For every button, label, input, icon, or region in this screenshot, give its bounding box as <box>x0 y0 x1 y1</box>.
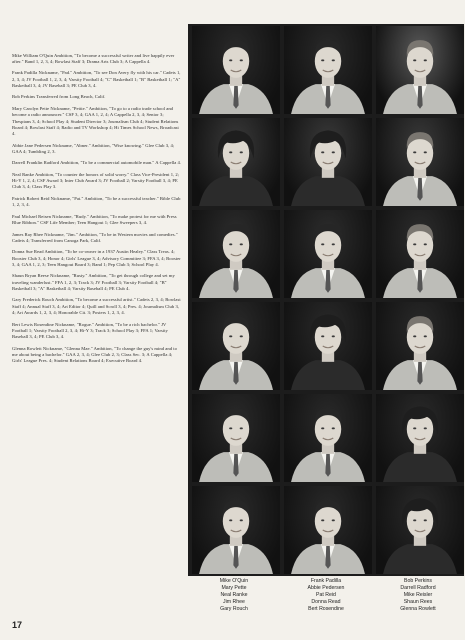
caption-name: Darrell Radford <box>400 585 436 591</box>
caption-name: Pat Reid <box>316 592 336 598</box>
student-portrait <box>192 302 280 390</box>
portrait-silhouette <box>284 210 372 298</box>
portrait-tie <box>325 546 330 569</box>
portrait-eye <box>240 335 243 337</box>
portrait-eye <box>413 427 416 429</box>
portrait-eye <box>332 427 335 429</box>
portrait-eye <box>332 151 335 153</box>
bio-entry: Frank Padilla Nickname, "Pad." Ambition, "To see Don Avery fly with his car." Cadets 1, 2, 3, 4; JV Football 1, 2, 3, 4; Varsity Football 4; "C" Basketball 1; "B" Basketball 1; "A" Basketball 3, 4; JV Baseball 3; PE Club 3, 4. <box>12 70 181 88</box>
caption-name: Mike O'Quin <box>219 578 249 584</box>
portrait-tie <box>417 178 422 201</box>
caption-name: Jim Rhee <box>223 599 245 605</box>
student-portrait <box>284 210 372 298</box>
bio-entry: Darrell Franklin Radford Ambition, "To be a commercial automobile man." A Cappella 4. <box>12 160 182 166</box>
student-portrait <box>192 486 280 574</box>
caption-column-3 <box>372 578 464 613</box>
caption-name: Shaun Rees <box>403 599 433 605</box>
portrait-silhouette <box>284 486 372 574</box>
portrait-eye <box>229 427 232 429</box>
student-portrait <box>376 26 464 114</box>
portrait-silhouette <box>376 118 464 206</box>
portrait-eye <box>321 243 324 245</box>
student-portrait <box>192 118 280 206</box>
portrait-eye <box>321 59 324 61</box>
bio-entry: Bob Perkins Transferred from Long Beach, Calif. <box>12 94 106 100</box>
caption-name: Gary Rouch <box>220 606 248 612</box>
portrait-silhouette <box>284 26 372 114</box>
portrait-silhouette <box>376 26 464 114</box>
portrait-silhouette <box>192 394 280 482</box>
portrait-eye <box>413 59 416 61</box>
portrait-body <box>199 176 273 206</box>
portrait-grid <box>188 24 464 576</box>
portrait-silhouette <box>192 210 280 298</box>
portrait-eye <box>332 243 335 245</box>
caption-name: Mary Pette <box>221 585 247 591</box>
bio-entry: Neal Ranke Ambition, "To counter the honors of solid worry." Class Vice-President 1, 2; Hi-Y 1, 2, 4; CSF Award 3; Inter Club Award 3; JV Football 2; Varsity Football 3, 4; PE Club 3, 4; Class Play 3. <box>12 171 180 190</box>
portrait-silhouette <box>192 26 280 114</box>
bio-entry: Donna Sue Read Ambition, "To be co-owner in a 1937 Austin Healey." Class Treas. 4; Booster Club 3, 4; Honor 4; Girls' League 3, 4; Advisory Committee 3; FFA 3, 4; Booster 3, 4; GAA 1, 2, 3; Teen Hangout Board 3; Band 1; Pep Club 3; School Play 4. <box>12 249 181 267</box>
student-portrait <box>376 486 464 574</box>
student-portrait <box>284 394 372 482</box>
caption-name: Frank Padilla <box>310 578 342 584</box>
portrait-silhouette <box>284 118 372 206</box>
portrait-eye <box>240 243 243 245</box>
student-portrait <box>192 26 280 114</box>
portrait-eye <box>229 519 232 521</box>
caption-name: Neal Ranke <box>220 592 248 598</box>
bio-entry: Paul Michael Reisen Nickname, "Rudy." Ambition, "To make protest for me with Press Blue Ribbon." CSF Life Member; Teen Hangout 1; Glee Sweepers 3, 4. <box>12 213 177 226</box>
portrait-tie <box>233 270 238 293</box>
student-portrait <box>376 302 464 390</box>
portrait-silhouette <box>376 302 464 390</box>
student-portrait <box>284 26 372 114</box>
portrait-tie <box>233 454 238 477</box>
student-portrait <box>376 210 464 298</box>
portrait-eye <box>332 335 335 337</box>
portrait-body <box>383 452 457 482</box>
caption-name: Mike Reisler <box>403 592 433 598</box>
portrait-body <box>291 360 365 390</box>
caption-name: Donna Read <box>311 599 341 605</box>
portrait-eye <box>413 243 416 245</box>
portrait-tie <box>417 86 422 109</box>
portrait-silhouette <box>284 302 372 390</box>
portrait-eye <box>321 427 324 429</box>
portrait-eye <box>229 243 232 245</box>
portrait-eye <box>332 59 335 61</box>
bio-entry: Gary Frederick Rouch Ambition, "To become a successful artist." Cadets 2, 3, 4; Bowlast Staff 4; Annual Staff 3, 4; Art Editor 4; Quill and Scroll 3, 4; Pres. 4; Journalism Club 3, 4; Art Awards 1, 2, 3, 4; Honorable Cit. 3; Posters 1, 2, 3, 4. <box>12 297 181 316</box>
caption-name: Bert Rosendine <box>308 606 344 612</box>
bio-entry: James Ray Rhee Nickname, "Jim." Ambition, "To be in Western movies and comedies." Cadets 4; Transferred from Canoga Park, Calif. <box>12 231 178 243</box>
portrait-eye <box>321 335 324 337</box>
bio-entry: Abbie Jane Pedersen Nickname, "Abner." Ambition, "Wise knowing." Glee Club 3, 4; GAA 4; Tumbling 2, 3. <box>12 142 175 154</box>
portrait-eye <box>424 151 427 153</box>
portrait-body <box>383 544 457 574</box>
portrait-eye <box>332 519 335 521</box>
portrait-eye <box>424 59 427 61</box>
portrait-eye <box>413 519 416 521</box>
portrait-silhouette <box>192 118 280 206</box>
portrait-eye <box>240 519 243 521</box>
portrait-eye <box>240 427 243 429</box>
portrait-silhouette <box>376 210 464 298</box>
portrait-eye <box>229 151 232 153</box>
portrait-eye <box>240 151 243 153</box>
portrait-eye <box>229 59 232 61</box>
student-portrait <box>376 118 464 206</box>
student-portrait <box>192 394 280 482</box>
portrait-silhouette <box>192 486 280 574</box>
portrait-tie <box>233 546 238 569</box>
caption-name: Abbie Pedersen <box>307 585 345 591</box>
caption-column-2 <box>280 578 372 613</box>
portrait-eye <box>240 59 243 61</box>
portrait-eye <box>413 335 416 337</box>
portrait-eye <box>424 519 427 521</box>
portrait-silhouette <box>376 394 464 482</box>
caption-name: Bob Perkins <box>404 578 432 584</box>
student-portrait <box>284 118 372 206</box>
student-portrait <box>284 486 372 574</box>
bio-entry: Shaun Bryan Reese Nickname, "Rusty." Ambition, "To get through college and set my traveling wanderlust." FFA 1, 2, 3; Track 3; JV Football 3; Varsity Football 4; "B" Basketball 3; "A" Basketball 4; Varsity Baseball 4; PE Club 4. <box>12 273 175 291</box>
portrait-silhouette <box>376 486 464 574</box>
portrait-eye <box>321 151 324 153</box>
portrait-tie <box>325 270 330 293</box>
portrait-eye <box>424 335 427 337</box>
student-portrait <box>284 302 372 390</box>
portrait-silhouette <box>284 394 372 482</box>
bio-column <box>12 48 182 370</box>
bio-entry: Glenna Rowlett Nickname, "Glenna Mae." Ambition, "To change the guy's mind and to me about being a bachelor." GAA 2, 3, 4; Glee Club 2, 3; Class Sec. 3; A Cappella 4; Girls' League Pres. 4; Student Relations Board 4; Executive Board 4. <box>12 345 177 364</box>
portrait-tie <box>417 270 422 293</box>
bio-entry: Mike William O'Quin Ambition, "To become a successful writer and live happily ever after." Band 1, 2, 3, 4; Bowlast Staff 3; Drama Arts Club 3; A Cappella 4. <box>12 52 175 64</box>
page-number: 17 <box>12 620 23 630</box>
bio-entry: Patrick Robert Reid Nickname, "Pat." Ambition, "To be a successful teacher." Bible Club 1, 2, 3, 4. <box>12 195 181 208</box>
portrait-silhouette <box>192 302 280 390</box>
caption-column-1 <box>188 578 280 613</box>
portrait-eye <box>424 243 427 245</box>
portrait-eye <box>424 427 427 429</box>
bio-entry: Mary Carolyn Pette Nickname, "Pettie." Ambition, "To go to a radio trade school and become a radio announcer." CSF 3, 4; GAA 1, 2, 4; A Cappella 2, 3, 4; Senior 3; Thespians 3, 4; School Play 4; Student Director 3; Journalism Club 4; Student Relations Board 4; Bowlast Staff 4; Radio and TV Workshop 4; Hi Times School News, Broadcast 4. <box>12 105 179 137</box>
student-portrait <box>376 394 464 482</box>
portrait-body <box>291 176 365 206</box>
bio-entry: Bert Lewis Rosendine Nickname, "Rogue." Ambition, "To be a rich bachelor." JV Football 1; Varsity Football 2, 3, 4; Hi-Y 3; Track 3; School Play 3; FFA 1; Varsity Baseball 3, 4; PE Club 3, 4. <box>12 321 168 340</box>
portrait-tie <box>325 454 330 477</box>
portrait-tie <box>233 86 238 109</box>
caption-name: Glenna Rowlett <box>400 606 436 612</box>
portrait-tie <box>417 362 422 385</box>
portrait-eye <box>321 519 324 521</box>
portrait-eye <box>413 151 416 153</box>
student-portrait <box>192 210 280 298</box>
portrait-tie <box>233 362 238 385</box>
portrait-tie <box>325 86 330 109</box>
portrait-eye <box>229 335 232 337</box>
